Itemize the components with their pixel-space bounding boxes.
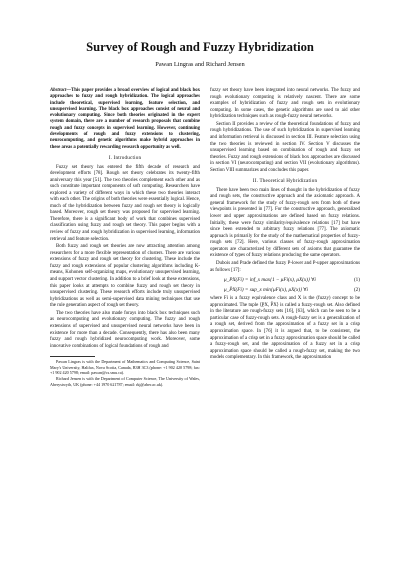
footnote-rule: [50, 356, 95, 357]
abstract-label: Abstract—: [50, 88, 72, 93]
equation-body: μ_PX(Fi) = inf_x max{1 − μFi(x), μX(x)} ∀i: [224, 277, 316, 284]
paragraph: There have been two main lines of thought in the hybridization of fuzzy and rough sets, the constructive approach and the axiomatic approach. A general framework for the study of fuzzy-rough sets from both of these viewpoints is presented in [77]. For the constructive approach, generalized lower and upper approximations are defined based on fuzzy relations. Initially, these were fuzzy similarity/equivalence relations [17] but have since been extended to arbitrary fuzzy relations [77]. The axiomatic approach is primarily for the study of the mathematical properties of fuzzy-rough sets [72]. Here, various classes of fuzzy-rough approximation operators are characterized by different sets of axioms that guarantee the existence of types of fuzzy relations producing the same operators.: [210, 187, 360, 259]
footnote: Richard Jensen is with the Department of Computer Science, The University of Wales, Aberystwyth, UK (phone: +44 1970 621787; email: rkj@aber.ac.uk).: [50, 376, 200, 387]
left-column: [50, 88, 200, 388]
paragraph: Both fuzzy and rough set theories are now attracting attention among researchers for a more flexible representation of clusters. There are various extensions of fuzzy and rough set theory for clustering. These include the fuzzy and rough extensions of popular clustering algorithms including K-means, Kohonen self-organizing maps, evolutionary unsupervised learning, and support vector clustering. In addition to a brief look at these extensions, this paper looks at attempts to combine fuzzy and rough set theory in unsupervised clustering. These research efforts include truly unsupervised hybridizations as well as semi-supervised data mining techniques that use the rule generation aspect of rough set theory.: [50, 244, 200, 309]
section-heading-theoretical: II. Theoretical Hybridization: [252, 178, 318, 185]
section-heading-introduction: I. Introduction: [108, 154, 142, 161]
equation-number: (1): [353, 277, 360, 284]
equation-body: μ_P̄X(Fi) = sup_x min{μFi(x), μX(x)} ∀i: [224, 286, 308, 293]
paragraph: Section II provides a review of the theoretical foundations of fuzzy and rough hybridizations. The use of such hybridization in supervised learning and information retrieval is discussed in section III. Feature selection using the two theories is reviewed in section IV. Section V discusses the unsupervised learning based on combination of rough and fuzzy set theories. Fuzzy and rough extensions of black box approaches are discussed in section VI (neurocomputing) and section VII (evolutionary algorithms). Section VIII summarizes and concludes this paper.: [210, 121, 360, 173]
paragraph: Dubois and Prade defined the fuzzy P-lower and P-upper approximations as follows [17]:: [210, 261, 360, 273]
equation-1: [210, 277, 360, 284]
paragraph: fuzzy set theory have been integrated into neural networks. The fuzzy and rough evolutionary computing is relatively nascent. There are some examples of hybridization of fuzzy and rough sets in evolutionary computing. In some cases, the genetic algorithms are used to aid other hybridization techniques such as rough-fuzzy neural networks.: [210, 88, 360, 120]
abstract: [50, 88, 200, 151]
paragraph: where Fi is a fuzzy equivalence class and X is the (fuzzy) concept to be approximated. The tuple ⟨P̲X, P̄X⟩ is called a fuzzy-rough set. Also defined in the literature are rough-fuzzy sets [16], [63], which can be seen to be a particular case of fuzzy-rough sets. A rough-fuzzy set is a generalization of a rough set, derived from the approximation of a fuzzy set in a crisp approximation space. In [76] it is argued that, to be consistent, the approximation of a crisp set in a fuzzy approximation space should be called a fuzzy-rough set, and the approximation of a fuzzy set in a crisp approximation space should be called a rough-fuzzy set, making the two models complementary. In this framework, the approximation: [210, 296, 360, 361]
paper-title: Survey of Rough and Fuzzy Hybridization: [86, 40, 314, 54]
equation-2: [210, 287, 360, 294]
equation-number: (2): [353, 286, 360, 293]
paragraph: The two theories have also made forays into black box techniques such as neurocomputing and evolutionary computing. The fuzzy and rough extensions of supervised and unsupervised neural networks have been in existence for more than a decade. Consequently, there has also been many fuzzy and rough hybridized neurocomputing work. Moreover, some innovative combinations of logical foundations of rough and: [50, 310, 200, 349]
abstract-text: This paper provides a broad overview of logical and black box approaches to fuzzy and rough hybridization. The logical approaches include theoretical, supervised learning, feature selection, and unsupervised learning. The black box approaches consist of neural and evolutionary computing. Since both theories originated in the expert system domain, there are a number of research proposals that combine rough and fuzzy concepts in supervised learning. However, continuing developments of rough and fuzzy extensions to clustering, neurocomputing, and genetic algorithms make hybrid approaches in these areas a potentially rewarding research opportunity as well.: [50, 88, 200, 150]
paragraph: Fuzzy set theory has entered the fifth decade of research and development efforts [78]. Rough set theory celebrates its twenty-fifth anniversary this year [51]. The two theories complement each other and as such constitute important components of soft computing. Researchers have explored a variety of different ways in which these two theories interact with each other. The origins of both theories were essentially logical. Hence, much of the hybridization between fuzzy and rough set theory is logically based. Moreover, rough set theory was proposed for supervised learning. Therefore, there is a significant body of work that combines supervised classification using fuzzy and rough set theory. This paper begins with a review of fuzzy and rough hybridization in supervised learning, information retrieval and feature selection.: [50, 164, 200, 242]
footnote: Pawan Lingras is with the Department of Mathematics and Computing Science, Saint Mary's University, Halifax, Nova Scotia, Canada, B3H 3C3 (phone: +1 902 420 5798; fax: +1 902 420 5798; email: pawan@cs.smu.ca).: [50, 359, 200, 375]
paper-authors: Pawan Lingras and Richard Jensen: [155, 61, 245, 68]
right-column: [210, 88, 360, 363]
